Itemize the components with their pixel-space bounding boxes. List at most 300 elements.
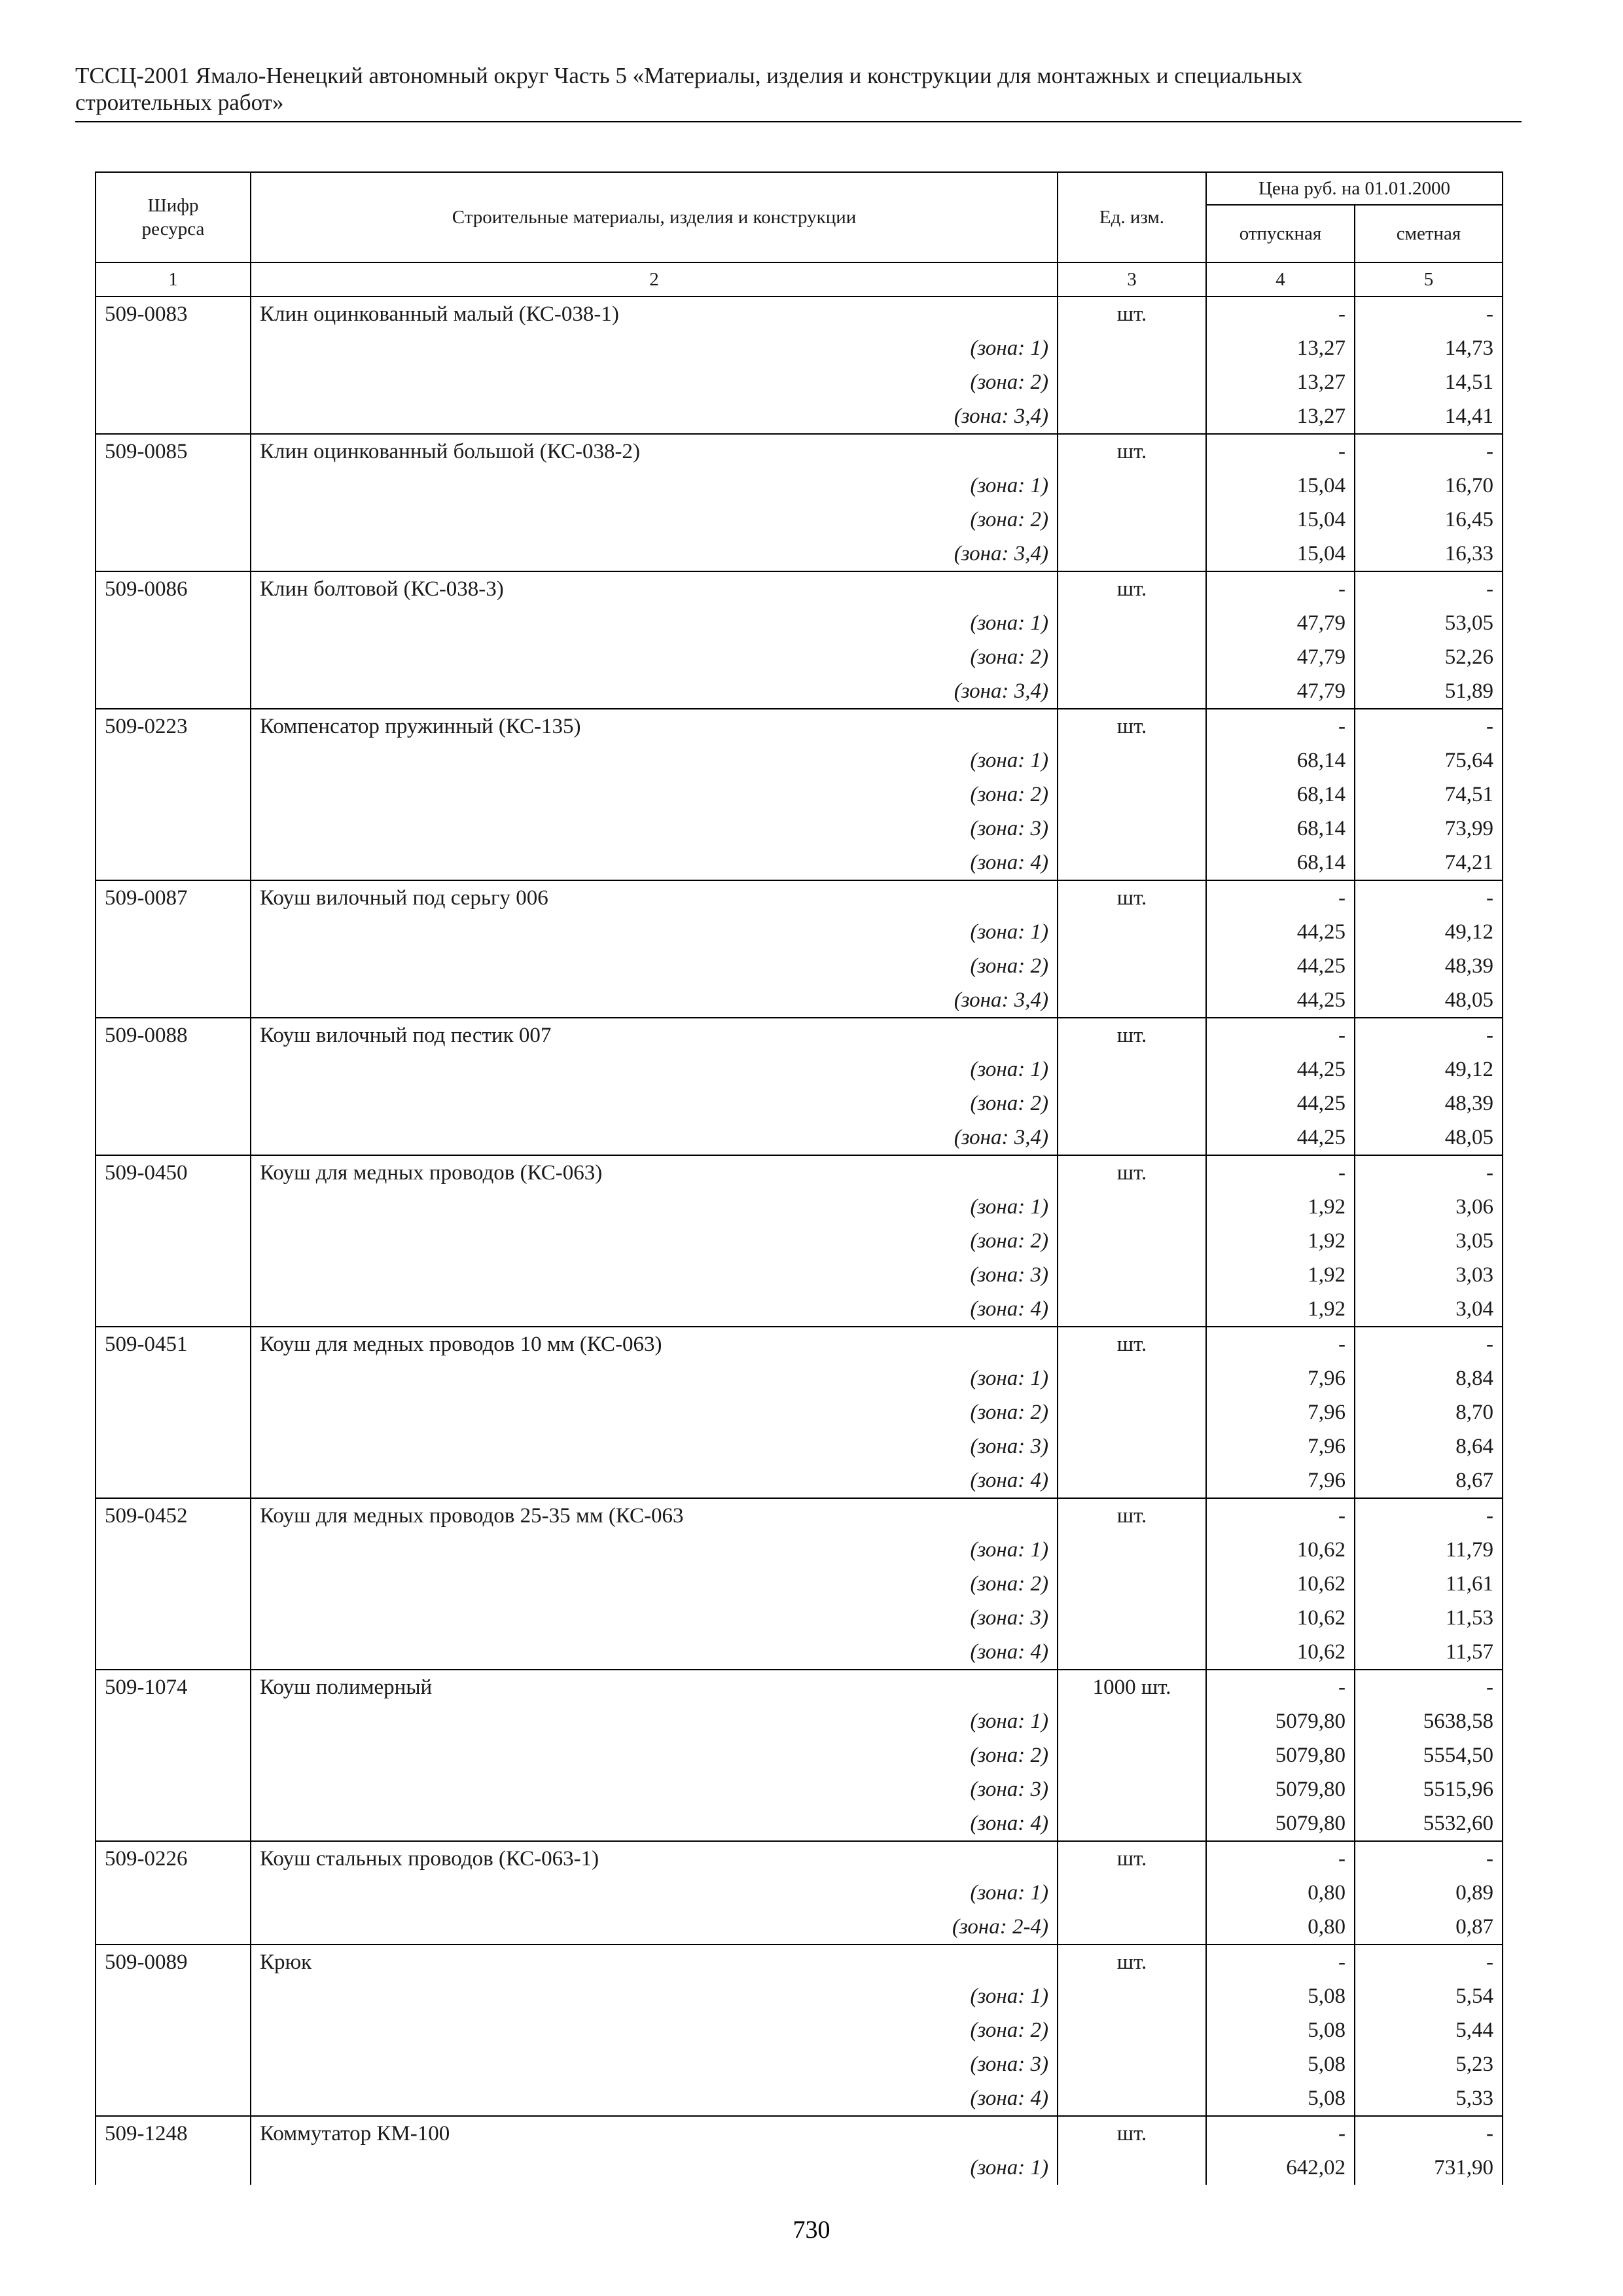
table-row bbox=[96, 1498, 1503, 1533]
header-line-1: ТССЦ-2001 Ямало-Ненецкий автономный округ Часть 5 «Материалы, изделия и конструкции для монтажных и специальных bbox=[75, 63, 1303, 88]
zone-label: (зона: 1) bbox=[251, 1052, 1058, 1086]
zone-release-price: 10,62 bbox=[1206, 1533, 1355, 1567]
estimate-price: - bbox=[1355, 1498, 1503, 1533]
zone-release-price: 10,62 bbox=[1206, 1601, 1355, 1635]
empty-code-cell bbox=[96, 744, 251, 778]
empty-unit-cell bbox=[1058, 1910, 1206, 1945]
release-price: - bbox=[1206, 1841, 1355, 1876]
empty-unit-cell bbox=[1058, 1292, 1206, 1327]
zone-estimate-price: 8,70 bbox=[1355, 1395, 1503, 1429]
zone-label: (зона: 3) bbox=[251, 1429, 1058, 1463]
empty-code-cell bbox=[96, 1292, 251, 1327]
zone-release-price: 47,79 bbox=[1206, 606, 1355, 640]
empty-unit-cell bbox=[1058, 1190, 1206, 1224]
release-price: - bbox=[1206, 296, 1355, 331]
column-number: 1 bbox=[96, 262, 251, 296]
resource-code: 509-0226 bbox=[96, 1841, 251, 1876]
table-row bbox=[96, 1945, 1503, 1979]
empty-unit-cell bbox=[1058, 399, 1206, 434]
column-number: 5 bbox=[1355, 262, 1503, 296]
empty-code-cell bbox=[96, 1463, 251, 1498]
document-header bbox=[75, 62, 1522, 116]
empty-unit-cell bbox=[1058, 2047, 1206, 2081]
zone-estimate-price: 0,87 bbox=[1355, 1910, 1503, 1945]
estimate-price: - bbox=[1355, 571, 1503, 606]
zone-release-price: 68,14 bbox=[1206, 846, 1355, 880]
zone-label: (зона: 3,4) bbox=[251, 537, 1058, 571]
material-name: Коуш для медных проводов 10 мм (КС-063) bbox=[251, 1327, 1058, 1361]
empty-unit-cell bbox=[1058, 1704, 1206, 1738]
estimate-price: - bbox=[1355, 1945, 1503, 1979]
zone-estimate-price: 49,12 bbox=[1355, 1052, 1503, 1086]
empty-code-cell bbox=[96, 1601, 251, 1635]
zone-release-price: 47,79 bbox=[1206, 640, 1355, 674]
zone-row bbox=[96, 949, 1503, 983]
empty-code-cell bbox=[96, 1567, 251, 1601]
zone-label: (зона: 3,4) bbox=[251, 674, 1058, 709]
unit-of-measure: шт. bbox=[1058, 709, 1206, 744]
zone-release-price: 68,14 bbox=[1206, 812, 1355, 846]
zone-release-price: 15,04 bbox=[1206, 469, 1355, 503]
zone-label: (зона: 2) bbox=[251, 1738, 1058, 1772]
empty-unit-cell bbox=[1058, 2151, 1206, 2185]
zone-row bbox=[96, 1876, 1503, 1910]
zone-release-price: 1,92 bbox=[1206, 1190, 1355, 1224]
empty-unit-cell bbox=[1058, 640, 1206, 674]
release-price: - bbox=[1206, 709, 1355, 744]
empty-code-cell bbox=[96, 1086, 251, 1121]
zone-row bbox=[96, 1567, 1503, 1601]
empty-unit-cell bbox=[1058, 2013, 1206, 2047]
unit-of-measure: 1000 шт. bbox=[1058, 1670, 1206, 1704]
estimate-price: - bbox=[1355, 709, 1503, 744]
zone-release-price: 13,27 bbox=[1206, 365, 1355, 399]
zone-estimate-price: 14,51 bbox=[1355, 365, 1503, 399]
zone-estimate-price: 75,64 bbox=[1355, 744, 1503, 778]
zone-estimate-price: 0,89 bbox=[1355, 1876, 1503, 1910]
zone-row bbox=[96, 1463, 1503, 1498]
empty-code-cell bbox=[96, 915, 251, 949]
zone-row bbox=[96, 1224, 1503, 1258]
zone-estimate-price: 11,53 bbox=[1355, 1601, 1503, 1635]
empty-code-cell bbox=[96, 1979, 251, 2013]
empty-code-cell bbox=[96, 606, 251, 640]
empty-code-cell bbox=[96, 846, 251, 880]
release-price: - bbox=[1206, 1018, 1355, 1052]
table-body bbox=[96, 296, 1503, 2185]
zone-estimate-price: 48,05 bbox=[1355, 1121, 1503, 1155]
material-name: Крюк bbox=[251, 1945, 1058, 1979]
zone-row bbox=[96, 1052, 1503, 1086]
zone-estimate-price: 51,89 bbox=[1355, 674, 1503, 709]
empty-code-cell bbox=[96, 1121, 251, 1155]
zone-label: (зона: 2) bbox=[251, 778, 1058, 812]
zone-release-price: 5079,80 bbox=[1206, 1772, 1355, 1806]
empty-unit-cell bbox=[1058, 1121, 1206, 1155]
zone-release-price: 5079,80 bbox=[1206, 1738, 1355, 1772]
zone-release-price: 7,96 bbox=[1206, 1429, 1355, 1463]
table-row bbox=[96, 2116, 1503, 2151]
zone-row bbox=[96, 1395, 1503, 1429]
zone-row bbox=[96, 983, 1503, 1018]
zone-label: (зона: 2) bbox=[251, 2013, 1058, 2047]
zone-row bbox=[96, 778, 1503, 812]
zone-label: (зона: 1) bbox=[251, 1361, 1058, 1395]
table-row bbox=[96, 571, 1503, 606]
material-name: Коуш вилочный под пестик 007 bbox=[251, 1018, 1058, 1052]
table-row bbox=[96, 434, 1503, 469]
empty-unit-cell bbox=[1058, 1635, 1206, 1670]
material-name: Коуш полимерный bbox=[251, 1670, 1058, 1704]
zone-estimate-price: 74,51 bbox=[1355, 778, 1503, 812]
estimate-price: - bbox=[1355, 1155, 1503, 1190]
zone-estimate-price: 5554,50 bbox=[1355, 1738, 1503, 1772]
header-estimate-price: сметная bbox=[1355, 205, 1503, 262]
material-name: Клин болтовой (КС-038-3) bbox=[251, 571, 1058, 606]
zone-estimate-price: 48,39 bbox=[1355, 949, 1503, 983]
zone-label: (зона: 1) bbox=[251, 469, 1058, 503]
empty-code-cell bbox=[96, 1704, 251, 1738]
table-row bbox=[96, 1327, 1503, 1361]
zone-label: (зона: 1) bbox=[251, 2151, 1058, 2185]
zone-estimate-price: 74,21 bbox=[1355, 846, 1503, 880]
empty-unit-cell bbox=[1058, 983, 1206, 1018]
zone-row bbox=[96, 1910, 1503, 1945]
zone-release-price: 0,80 bbox=[1206, 1910, 1355, 1945]
empty-unit-cell bbox=[1058, 744, 1206, 778]
zone-release-price: 10,62 bbox=[1206, 1635, 1355, 1670]
empty-code-cell bbox=[96, 2151, 251, 2185]
empty-code-cell bbox=[96, 1429, 251, 1463]
empty-unit-cell bbox=[1058, 1772, 1206, 1806]
zone-label: (зона: 3,4) bbox=[251, 1121, 1058, 1155]
unit-of-measure: шт. bbox=[1058, 1945, 1206, 1979]
zone-row bbox=[96, 1635, 1503, 1670]
zone-label: (зона: 2) bbox=[251, 1567, 1058, 1601]
empty-unit-cell bbox=[1058, 1361, 1206, 1395]
zone-release-price: 7,96 bbox=[1206, 1463, 1355, 1498]
zone-row bbox=[96, 1738, 1503, 1772]
zone-label: (зона: 4) bbox=[251, 1635, 1058, 1670]
zone-label: (зона: 1) bbox=[251, 1979, 1058, 2013]
zone-estimate-price: 14,41 bbox=[1355, 399, 1503, 434]
table-row bbox=[96, 1155, 1503, 1190]
zone-estimate-price: 731,90 bbox=[1355, 2151, 1503, 2185]
zone-label: (зона: 2) bbox=[251, 640, 1058, 674]
zone-release-price: 5,08 bbox=[1206, 2047, 1355, 2081]
material-name: Компенсатор пружинный (КС-135) bbox=[251, 709, 1058, 744]
estimate-price: - bbox=[1355, 1841, 1503, 1876]
unit-of-measure: шт. bbox=[1058, 571, 1206, 606]
empty-unit-cell bbox=[1058, 674, 1206, 709]
zone-row bbox=[96, 331, 1503, 365]
column-numbers-row bbox=[96, 262, 1503, 296]
zone-label: (зона: 4) bbox=[251, 1463, 1058, 1498]
empty-unit-cell bbox=[1058, 503, 1206, 537]
empty-unit-cell bbox=[1058, 1876, 1206, 1910]
resource-code: 509-1248 bbox=[96, 2116, 251, 2151]
empty-unit-cell bbox=[1058, 1601, 1206, 1635]
empty-unit-cell bbox=[1058, 846, 1206, 880]
zone-label: (зона: 2) bbox=[251, 1224, 1058, 1258]
zone-row bbox=[96, 469, 1503, 503]
zone-label: (зона: 1) bbox=[251, 1533, 1058, 1567]
material-name: Коуш для медных проводов 25-35 мм (КС-063 bbox=[251, 1498, 1058, 1533]
empty-code-cell bbox=[96, 1876, 251, 1910]
resource-code: 509-0087 bbox=[96, 880, 251, 915]
zone-row bbox=[96, 1121, 1503, 1155]
header-unit: Ед. изм. bbox=[1058, 172, 1206, 262]
zone-label: (зона: 1) bbox=[251, 1876, 1058, 1910]
empty-code-cell bbox=[96, 1738, 251, 1772]
header-release-price: отпускная bbox=[1206, 205, 1355, 262]
empty-unit-cell bbox=[1058, 1738, 1206, 1772]
empty-code-cell bbox=[96, 503, 251, 537]
unit-of-measure: шт. bbox=[1058, 434, 1206, 469]
empty-unit-cell bbox=[1058, 1567, 1206, 1601]
zone-label: (зона: 3) bbox=[251, 1601, 1058, 1635]
zone-estimate-price: 5,33 bbox=[1355, 2081, 1503, 2116]
zone-label: (зона: 1) bbox=[251, 606, 1058, 640]
resource-code: 509-0089 bbox=[96, 1945, 251, 1979]
zone-release-price: 5,08 bbox=[1206, 2013, 1355, 2047]
material-name: Клин оцинкованный большой (КС-038-2) bbox=[251, 434, 1058, 469]
zone-release-price: 5079,80 bbox=[1206, 1806, 1355, 1841]
empty-unit-cell bbox=[1058, 606, 1206, 640]
estimate-price: - bbox=[1355, 2116, 1503, 2151]
zone-label: (зона: 2) bbox=[251, 1086, 1058, 1121]
zone-row bbox=[96, 1258, 1503, 1292]
zone-release-price: 15,04 bbox=[1206, 537, 1355, 571]
empty-unit-cell bbox=[1058, 949, 1206, 983]
zone-release-price: 5,08 bbox=[1206, 2081, 1355, 2116]
estimate-price: - bbox=[1355, 1327, 1503, 1361]
empty-unit-cell bbox=[1058, 2081, 1206, 2116]
empty-code-cell bbox=[96, 1052, 251, 1086]
estimate-price: - bbox=[1355, 1670, 1503, 1704]
zone-row bbox=[96, 1979, 1503, 2013]
material-name: Клин оцинкованный малый (КС-038-1) bbox=[251, 296, 1058, 331]
zone-label: (зона: 1) bbox=[251, 331, 1058, 365]
zone-estimate-price: 49,12 bbox=[1355, 915, 1503, 949]
zone-row bbox=[96, 1190, 1503, 1224]
table-row bbox=[96, 1670, 1503, 1704]
empty-code-cell bbox=[96, 537, 251, 571]
unit-of-measure: шт. bbox=[1058, 1841, 1206, 1876]
unit-of-measure: шт. bbox=[1058, 296, 1206, 331]
zone-release-price: 7,96 bbox=[1206, 1395, 1355, 1429]
empty-unit-cell bbox=[1058, 1806, 1206, 1841]
zone-row bbox=[96, 1704, 1503, 1738]
unit-of-measure: шт. bbox=[1058, 1155, 1206, 1190]
zone-row bbox=[96, 503, 1503, 537]
zone-estimate-price: 11,79 bbox=[1355, 1533, 1503, 1567]
resource-code: 509-0083 bbox=[96, 296, 251, 331]
zone-label: (зона: 1) bbox=[251, 915, 1058, 949]
release-price: - bbox=[1206, 571, 1355, 606]
zone-label: (зона: 4) bbox=[251, 2081, 1058, 2116]
zone-row bbox=[96, 674, 1503, 709]
zone-row bbox=[96, 537, 1503, 571]
zone-estimate-price: 3,06 bbox=[1355, 1190, 1503, 1224]
header-price-group: Цена руб. на 01.01.2000 bbox=[1206, 172, 1503, 205]
empty-code-cell bbox=[96, 469, 251, 503]
empty-code-cell bbox=[96, 1635, 251, 1670]
zone-label: (зона: 2) bbox=[251, 365, 1058, 399]
zone-release-price: 10,62 bbox=[1206, 1567, 1355, 1601]
zone-estimate-price: 8,64 bbox=[1355, 1429, 1503, 1463]
empty-code-cell bbox=[96, 1224, 251, 1258]
zone-release-price: 44,25 bbox=[1206, 1121, 1355, 1155]
zone-estimate-price: 16,33 bbox=[1355, 537, 1503, 571]
zone-estimate-price: 48,05 bbox=[1355, 983, 1503, 1018]
zone-row bbox=[96, 846, 1503, 880]
empty-code-cell bbox=[96, 2081, 251, 2116]
empty-code-cell bbox=[96, 1258, 251, 1292]
estimate-price: - bbox=[1355, 1018, 1503, 1052]
empty-unit-cell bbox=[1058, 812, 1206, 846]
empty-code-cell bbox=[96, 1910, 251, 1945]
resource-code: 509-0452 bbox=[96, 1498, 251, 1533]
zone-label: (зона: 1) bbox=[251, 1190, 1058, 1224]
unit-of-measure: шт. bbox=[1058, 1327, 1206, 1361]
material-name: Коуш для медных проводов (КС-063) bbox=[251, 1155, 1058, 1190]
empty-code-cell bbox=[96, 399, 251, 434]
zone-label: (зона: 3) bbox=[251, 812, 1058, 846]
unit-of-measure: шт. bbox=[1058, 1498, 1206, 1533]
estimate-price: - bbox=[1355, 434, 1503, 469]
resource-code: 509-1074 bbox=[96, 1670, 251, 1704]
zone-release-price: 13,27 bbox=[1206, 399, 1355, 434]
page-number: 730 bbox=[793, 2216, 830, 2244]
empty-unit-cell bbox=[1058, 365, 1206, 399]
empty-unit-cell bbox=[1058, 1086, 1206, 1121]
empty-code-cell bbox=[96, 674, 251, 709]
price-table bbox=[95, 171, 1503, 2185]
zone-row bbox=[96, 2081, 1503, 2116]
zone-label: (зона: 2-4) bbox=[251, 1910, 1058, 1945]
empty-code-cell bbox=[96, 331, 251, 365]
zone-estimate-price: 5,23 bbox=[1355, 2047, 1503, 2081]
release-price: - bbox=[1206, 1327, 1355, 1361]
column-number: 3 bbox=[1058, 262, 1206, 296]
table-row bbox=[96, 1841, 1503, 1876]
zone-release-price: 7,96 bbox=[1206, 1361, 1355, 1395]
zone-release-price: 44,25 bbox=[1206, 915, 1355, 949]
resource-code: 509-0223 bbox=[96, 709, 251, 744]
zone-label: (зона: 3,4) bbox=[251, 399, 1058, 434]
zone-label: (зона: 4) bbox=[251, 1292, 1058, 1327]
unit-of-measure: шт. bbox=[1058, 2116, 1206, 2151]
empty-unit-cell bbox=[1058, 1463, 1206, 1498]
release-price: - bbox=[1206, 434, 1355, 469]
table-row bbox=[96, 296, 1503, 331]
empty-code-cell bbox=[96, 949, 251, 983]
zone-row bbox=[96, 640, 1503, 674]
zone-row bbox=[96, 1429, 1503, 1463]
zone-row bbox=[96, 1086, 1503, 1121]
zone-label: (зона: 4) bbox=[251, 846, 1058, 880]
zone-estimate-price: 5532,60 bbox=[1355, 1806, 1503, 1841]
empty-unit-cell bbox=[1058, 1429, 1206, 1463]
resource-code: 509-0451 bbox=[96, 1327, 251, 1361]
zone-estimate-price: 8,67 bbox=[1355, 1463, 1503, 1498]
zone-row bbox=[96, 1601, 1503, 1635]
zone-estimate-price: 3,05 bbox=[1355, 1224, 1503, 1258]
release-price: - bbox=[1206, 1155, 1355, 1190]
zone-release-price: 68,14 bbox=[1206, 744, 1355, 778]
zone-estimate-price: 16,45 bbox=[1355, 503, 1503, 537]
zone-release-price: 15,04 bbox=[1206, 503, 1355, 537]
zone-release-price: 44,25 bbox=[1206, 1086, 1355, 1121]
zone-row bbox=[96, 812, 1503, 846]
empty-code-cell bbox=[96, 812, 251, 846]
empty-code-cell bbox=[96, 1772, 251, 1806]
zone-release-price: 0,80 bbox=[1206, 1876, 1355, 1910]
zone-estimate-price: 53,05 bbox=[1355, 606, 1503, 640]
zone-estimate-price: 5,44 bbox=[1355, 2013, 1503, 2047]
zone-estimate-price: 3,04 bbox=[1355, 1292, 1503, 1327]
resource-code: 509-0088 bbox=[96, 1018, 251, 1052]
table-row bbox=[96, 1018, 1503, 1052]
zone-release-price: 1,92 bbox=[1206, 1258, 1355, 1292]
empty-unit-cell bbox=[1058, 1258, 1206, 1292]
header-rule bbox=[75, 121, 1522, 122]
column-number: 4 bbox=[1206, 262, 1355, 296]
zone-release-price: 5,08 bbox=[1206, 1979, 1355, 2013]
zone-estimate-price: 5638,58 bbox=[1355, 1704, 1503, 1738]
release-price: - bbox=[1206, 1945, 1355, 1979]
table-row bbox=[96, 880, 1503, 915]
zone-row bbox=[96, 1361, 1503, 1395]
zone-row bbox=[96, 1292, 1503, 1327]
zone-row bbox=[96, 399, 1503, 434]
material-name: Коуш вилочный под серьгу 006 bbox=[251, 880, 1058, 915]
release-price: - bbox=[1206, 1670, 1355, 1704]
zone-release-price: 1,92 bbox=[1206, 1224, 1355, 1258]
empty-code-cell bbox=[96, 365, 251, 399]
zone-label: (зона: 3) bbox=[251, 1258, 1058, 1292]
zone-release-price: 44,25 bbox=[1206, 1052, 1355, 1086]
resource-code: 509-0086 bbox=[96, 571, 251, 606]
zone-row bbox=[96, 606, 1503, 640]
zone-label: (зона: 3) bbox=[251, 2047, 1058, 2081]
zone-release-price: 44,25 bbox=[1206, 983, 1355, 1018]
empty-code-cell bbox=[96, 1361, 251, 1395]
zone-label: (зона: 1) bbox=[251, 1704, 1058, 1738]
header-name: Строительные материалы, изделия и конструкции bbox=[251, 172, 1058, 262]
empty-unit-cell bbox=[1058, 915, 1206, 949]
unit-of-measure: шт. bbox=[1058, 880, 1206, 915]
zone-row bbox=[96, 2013, 1503, 2047]
zone-estimate-price: 48,39 bbox=[1355, 1086, 1503, 1121]
zone-estimate-price: 14,73 bbox=[1355, 331, 1503, 365]
zone-release-price: 13,27 bbox=[1206, 331, 1355, 365]
zone-row bbox=[96, 1772, 1503, 1806]
empty-code-cell bbox=[96, 778, 251, 812]
zone-label: (зона: 2) bbox=[251, 1395, 1058, 1429]
empty-code-cell bbox=[96, 1806, 251, 1841]
empty-unit-cell bbox=[1058, 1979, 1206, 2013]
zone-estimate-price: 11,61 bbox=[1355, 1567, 1503, 1601]
zone-estimate-price: 8,84 bbox=[1355, 1361, 1503, 1395]
zone-release-price: 68,14 bbox=[1206, 778, 1355, 812]
empty-code-cell bbox=[96, 2013, 251, 2047]
release-price: - bbox=[1206, 1498, 1355, 1533]
zone-estimate-price: 52,26 bbox=[1355, 640, 1503, 674]
zone-row bbox=[96, 2151, 1503, 2185]
zone-row bbox=[96, 915, 1503, 949]
